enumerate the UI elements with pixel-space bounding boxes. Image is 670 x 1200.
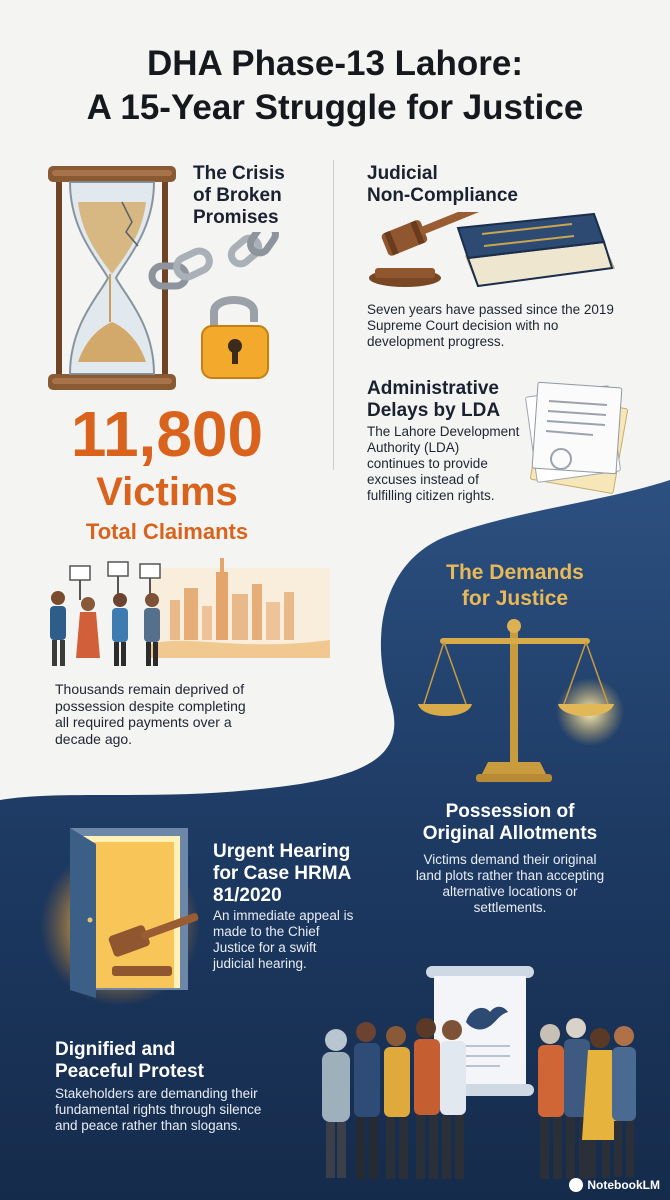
possession-description: [390, 852, 630, 916]
deprived-desc-1: Thousands remain deprived of: [55, 681, 245, 697]
admin-desc-5: fulfilling citizen rights.: [367, 488, 495, 503]
judicial-line-1: Judicial: [367, 163, 438, 184]
demands-line-1: The Demands: [446, 561, 584, 584]
victims-number: 11,800: [70, 398, 264, 470]
possession-desc-3: alternative locations or: [442, 884, 578, 899]
crisis-line-2: of Broken: [193, 185, 282, 206]
padlock-icon: [196, 288, 276, 384]
admin-desc-4: excuses instead of: [367, 472, 479, 487]
deprived-description: [55, 681, 335, 747]
victims-unit: Victims: [96, 470, 238, 514]
page-title: [0, 42, 670, 130]
hearing-desc-1: An immediate appeal is: [213, 908, 354, 923]
hearing-line-3: 81/2020: [213, 885, 282, 906]
admin-desc-2: Authority (LDA): [367, 440, 460, 455]
protest-line-1: Dignified and: [55, 1039, 176, 1060]
law-book-icon: [452, 206, 622, 292]
possession-desc-4: settlements.: [473, 900, 547, 915]
hearing-desc-2: made to the Chief: [213, 924, 320, 939]
crisis-heading: [193, 163, 285, 229]
crisis-line-3: Promises: [193, 207, 279, 228]
hearing-line-2: for Case HRMA: [213, 863, 352, 884]
protest-line-2: Peaceful Protest: [55, 1061, 204, 1082]
admin-heading: [367, 378, 500, 422]
documents-stack-icon: [515, 375, 640, 495]
protest-desc-2: fundamental rights through silence: [55, 1102, 262, 1117]
possession-line-1: Possession of: [445, 801, 575, 822]
deprived-desc-2: possession despite completing: [55, 697, 246, 714]
title-line-1: DHA Phase-13 Lahore:: [146, 44, 524, 83]
possession-heading: [395, 801, 625, 845]
protest-description: [55, 1086, 325, 1134]
crisis-line-1: The Crisis: [193, 163, 285, 184]
possession-desc-2: land plots rather than accepting: [415, 868, 605, 883]
victims-label: Total Claimants: [85, 519, 249, 544]
demands-heading: [405, 560, 625, 612]
admin-line-2: Delays by LDA: [367, 400, 501, 421]
judicial-line-2: Non-Compliance: [367, 185, 518, 206]
open-door-icon: [40, 816, 210, 1006]
scales-of-justice-icon: [410, 612, 640, 792]
deprived-desc-3: all required payments over a: [55, 714, 232, 730]
hearing-desc-4: judicial hearing.: [213, 956, 307, 971]
judicial-desc-3: development progress.: [367, 334, 505, 349]
notebooklm-logo-icon: [569, 1178, 583, 1192]
judicial-desc-2: Supreme Court decision with no: [367, 318, 559, 333]
deprived-desc-4: decade ago.: [55, 730, 133, 747]
judicial-desc-1: Seven years have passed since the 2019: [367, 302, 614, 317]
possession-line-2: Original Allotments: [422, 823, 598, 844]
admin-description: [367, 424, 537, 504]
hearing-line-1: Urgent Hearing: [213, 841, 351, 862]
victims-stat: [0, 398, 334, 546]
hearing-description: [213, 908, 383, 972]
hearing-desc-3: Justice for a swift: [213, 940, 317, 955]
judicial-description: [367, 302, 657, 350]
hearing-heading: [213, 841, 351, 907]
admin-desc-3: continues to provide: [367, 456, 488, 471]
protest-heading: [55, 1039, 204, 1083]
title-line-2: A 15-Year Struggle for Justice: [86, 88, 584, 127]
protest-desc-3: and peace rather than slogans.: [55, 1118, 242, 1133]
admin-line-1: Administrative: [367, 378, 499, 399]
crowd-icon: [318, 1010, 640, 1180]
notebooklm-logo: [569, 1178, 660, 1192]
protest-desc-1: Stakeholders are demanding their: [55, 1086, 258, 1101]
judicial-heading: [367, 163, 518, 207]
possession-desc-1: Victims demand their original: [423, 852, 597, 867]
notebooklm-brand-text: NotebookLM: [587, 1178, 660, 1192]
admin-desc-1: The Lahore Development: [367, 424, 520, 439]
demands-line-2: for Justice: [461, 587, 569, 610]
protesters-icon: [40, 560, 190, 670]
